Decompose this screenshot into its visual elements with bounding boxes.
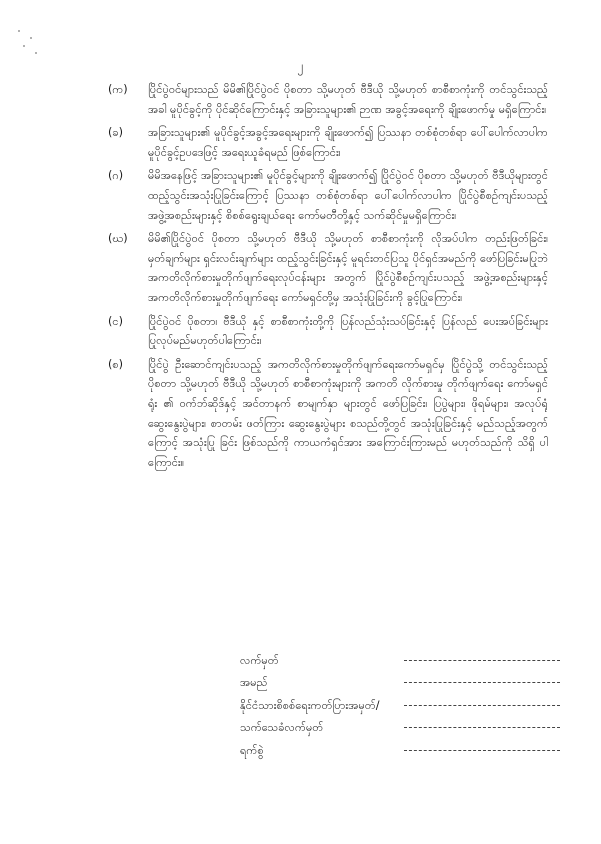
clause-ga [108,166,548,225]
clause-marker: (င) [108,314,123,328]
nrc-label: နိုင်ငံသားစိစစ်ရေးကတ်ပြားအမှတ်/ [240,698,380,712]
clause-marker: (က) [108,83,128,96]
clause-text: ပြိုင်ပွဲဝင် ပိုစတာ၊ ဗီဒီယို နှင့် စာစီစာကုံးတို့ကို ပြန်လည်သုံးသပ်ခြင်းနှင့် ပြန်လည် ပေးအပ်ခြင်းများ ပြုလုပ်မည်မဟုတ်ပါကြောင်း၊ [148,314,548,348]
signature-label: လက်မှတ် [240,654,279,667]
date-fill-line [404,750,560,751]
id-certificate-fill-line [404,727,560,728]
clause-marker: (ဂ) [108,169,124,183]
clause-kha [108,123,548,162]
name-label: အမည် [240,676,268,690]
clause-nga [108,312,548,351]
nrc-row [240,699,560,721]
clause-text: မိမိအနေဖြင့် အခြားသူများ၏ မူပိုင်ခွင့်များကို ချိုးဖောက်၍ ပြိုင်ပွဲဝင် ပိုစတာ သို့မဟုတ် ဗီဒီယိုများတွင် ထည့်သွင်းအသုံးပြုခြင်းကြောင့် ပြဿနာ တစ်စုံတစ်ရာ ပေါ်ပေါက်လာပါက ပြိုင်ပွဲစီစဉ်ကျင်းပသည့် အဖွဲ့အစည်းများနှင့် စိစစ်ရွေးချယ်ရေး ကော်မတီတို့နှင့် သက်ဆိုင်မှုမရှိကြောင်း၊ [148,169,548,222]
nrc-fill-line [404,705,560,706]
scan-specks [14,28,44,58]
clause-marker: (စ) [108,357,124,371]
id-certificate-row [240,721,560,743]
date-row [240,744,560,766]
signature-fill-line [404,660,560,661]
clause-list [108,80,548,476]
clause-text: ပြိုင်ပွဲဝင်များသည် မိမိ၏ပြိုင်ပွဲဝင် ပိုစတာ သို့မဟုတ် ဗီဒီယို သို့မဟုတ် စာစီစာကုံးကို တင်သွင်းသည့်အခါ မူပိုင်ခွင့်ကို ပိုင်ဆိုင်ကြောင်းနှင့် အခြားသူများ၏ ဉာဏ အခွင့်အရေးကို ချိုးဖောက်မှု မရှိကြောင်း၊ [148,83,548,116]
date-label: ရက်စွဲ [240,743,264,757]
signature-row [240,654,560,676]
clause-sa [108,355,548,473]
page-number: ၂ [297,59,304,73]
id-certificate-label: သက်သေခံလက်မှတ် [240,721,324,735]
clause-marker: (ဃ) [108,232,128,246]
clause-marker: (ခ) [108,126,124,140]
signature-block [240,654,560,766]
name-row [240,676,560,698]
clause-text: မိမိ၏ပြိုင်ပွဲဝင် ပိုစတာ သို့မဟုတ် ဗီဒီယို သို့မဟုတ် စာစီစာကုံးကို လိုအပ်ပါက တည်းဖြတ်ခြင်း၊ မှတ်ချက်များ ရှင်းလင်းချက်များ ထည့်သွင်းခြင်းနှင့် မူရင်းတင်ပြသူ ပိုင်ရှင်အမည်ကို ဖော်ပြခြင်းမပြုဘဲ အကတိလိုက်စားမှုတိုက်ဖျက်ရေးလုပ်ငန်းများ အတွက် ပြိုင်ပွဲစီစဉ်ကျင်းပသည့် အဖွဲ့အစည်းများနှင့် အကတိလိုက်စားမှုတိုက်ဖျက်ရေး ကော်မရှင်တို့မှ အသုံးပြုခြင်းကို ခွင့်ပြုကြောင်း၊ [148,232,548,304]
clause-gha [108,229,548,307]
clause-ka [108,80,548,119]
clause-text: အခြားသူများ၏ မူပိုင်ခွင့်အခွင့်အရေးများကို ချိုးဖောက်၍ ပြဿနာ တစ်စုံတစ်ရာ ပေါ်ပေါက်လာပါက မူပိုင်ခွင့်ဥပဒေဖြင့် အရေးယူခံရမည် ဖြစ်ကြောင်း၊ [148,126,548,159]
name-fill-line [404,682,560,683]
clause-text: ပြိုင်ပွဲ ဦးဆောင်ကျင်းပသည့် အကတိလိုက်စားမှုတိုက်ဖျက်ရေးကော်မရှင်မှ ပြိုင်ပွဲသို့ တင်သွင်းသည့်ပိုစတာ သို့မဟုတ် ဗီဒီယို သို့မဟုတ် စာစီစာကုံးများကို အကတိ လိုက်စားမှု တိုက်ဖျက်ရေး ကော်မရှင်ရုံး ၏ ဝက်ဘ်ဆိုဒ်နှင့် အင်တာနက် စာမျက်နှာ များတွင် ဖော်ပြခြင်း၊ ပြပွဲများ၊ ဖိုရမ်များ၊ အလုပ်ရုံဆွေးနွေးပွဲများ၊ စာတမ်း ဖတ်ကြား ဆွေးနွေးပွဲများ စသည်တို့တွင် အသုံးပြုခြင်းနှင့် မည်သည့်အတွက်ကြောင့် အသုံးပြု ခြင်း ဖြစ်သည်ကို ကာယကံရှင်အား အကြောင်းကြားမည် မဟုတ်သည်ကို သိရှိ ပါကြောင်း။ [148,357,548,469]
